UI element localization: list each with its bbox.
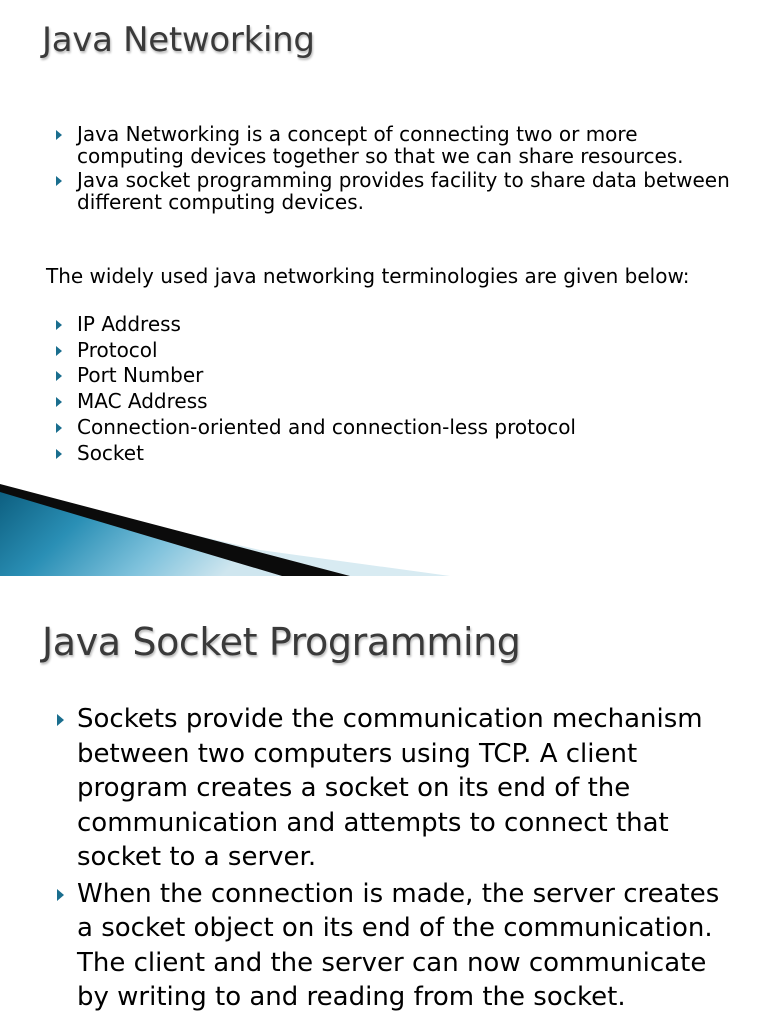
bullet-text: Sockets provide the communication mechanism between two computers using TCP. A client program creates a socket on its end of the communication and attempts to connect that socket to a server. (77, 704, 703, 872)
swoosh-gradient-band (0, 492, 282, 576)
list-item (77, 363, 717, 389)
term-text: Protocol (77, 337, 158, 362)
triangle-right-icon (56, 176, 62, 186)
triangle-right-icon (56, 320, 62, 330)
bullet-text: When the connection is made, the server creates a socket object on its end of the communication. The client and the server can now communicate by writing to and reading from the socket. (77, 878, 720, 1012)
slide-title: Java Networking (42, 20, 315, 60)
terminology-list (77, 312, 717, 466)
triangle-right-icon (56, 346, 62, 356)
bullet-list (77, 124, 737, 216)
decorative-swoosh (0, 484, 470, 576)
triangle-right-icon (56, 371, 62, 381)
list-item (77, 124, 737, 167)
term-text: Connection-oriented and connection-less protocol (77, 414, 576, 439)
triangle-right-icon (56, 397, 62, 407)
term-text: Socket (77, 440, 144, 465)
list-item (77, 389, 717, 415)
slide-title: Java Socket Programming (42, 620, 521, 664)
list-item (77, 702, 737, 875)
triangle-right-icon (56, 423, 62, 433)
term-text: Port Number (77, 363, 204, 388)
triangle-right-icon (57, 714, 64, 726)
bullet-text: Java Networking is a concept of connecting two or more computing devices together so that we can share resources. (77, 122, 684, 168)
triangle-right-icon (56, 449, 62, 459)
triangle-right-icon (57, 889, 64, 901)
list-item (77, 312, 717, 338)
bullet-list (77, 702, 737, 1017)
term-text: MAC Address (77, 389, 208, 414)
list-item (77, 170, 737, 213)
list-item (77, 441, 717, 467)
bullet-text: Java socket programming provides facility to share data between different computing devices. (77, 168, 730, 214)
list-item (77, 415, 717, 441)
term-text: IP Address (77, 312, 181, 336)
intro-text: The widely used java networking terminologies are given below: (46, 264, 690, 288)
list-item (77, 338, 717, 364)
triangle-right-icon (56, 130, 62, 140)
list-item (77, 877, 737, 1015)
